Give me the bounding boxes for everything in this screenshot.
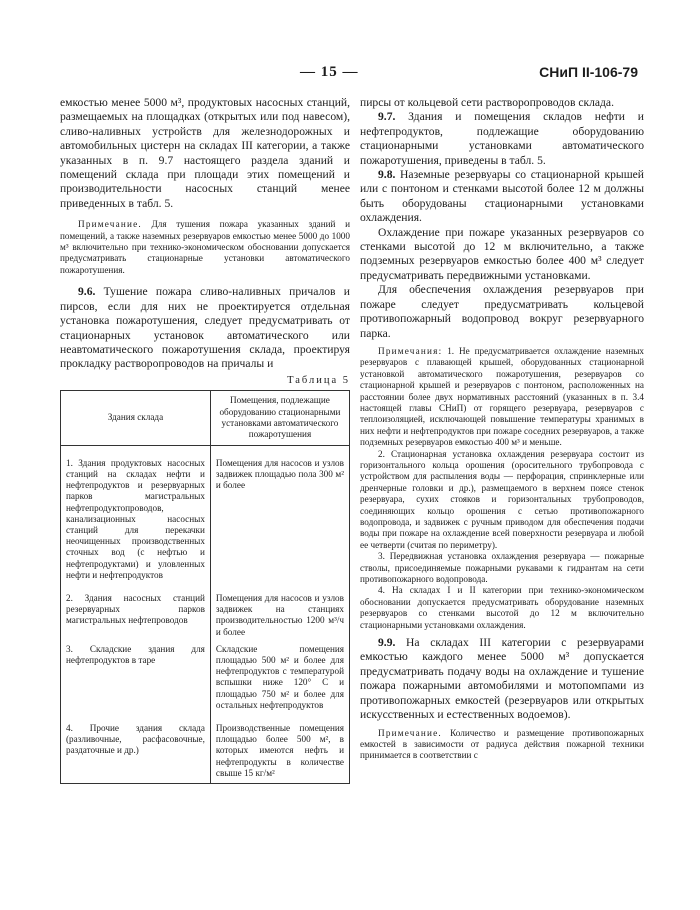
clause-text: На складах III категории с резервуарами емкостью каждого менее 5000 м³ допускается предусматривать подачу воды на охлаждение и тушение пожара пожарными автомобилями и мотопомпами из противопожарных емкостей (резервуаров или открытых искусственных и естественных водоемов). xyxy=(360,636,644,722)
paragraph-water-supply: Для обеспечения охлаждения резервуаров при пожаре следует предусматривать кольцевой противопожарный водопровод вокруг резервуарного парка. xyxy=(360,283,644,340)
page-number: — 15 — xyxy=(300,64,359,80)
clause-number: 9.7. xyxy=(378,110,396,124)
clause-number: 9.9. xyxy=(378,636,396,650)
note-4: 4. На складах I и II категории при технико-экономическом обосновании допускается предусматривать оборудование наземных резервуаров со стенками высотой до 12 м включительно стационарными установками охлаждения. xyxy=(360,585,644,630)
note-text: Для тушения пожара указанных зданий и помещений, а также наземных резервуаров емкостью менее 5000 до 1000 м³ включительно при технико-экономическом обосновании допускается предусматривать стационарные установки автоматического пожаротушения. xyxy=(60,219,350,275)
note-1-text: 1. Не предусматривается охлаждение наземных резервуаров с плавающей крышей, оборудованных стационарной установкой автоматического пожаротушения, резервуаров со стационарной крышей и резервуаров с понтоном, расположенных на расстоянии более двух нормативных расстояний (указанных в п. 3.4 настоящей главы СНиП) от горящего резервуара, резервуаров с теплоизоляцией, исключающей повышение температуры хранимых в них нефти и нефтепродуктов при пожаре соседних резервуаров, а также подземных резервуаров емкостью 400 м³ и меньше. xyxy=(360,345,644,448)
document-code: СНиП II-106-79 xyxy=(539,64,638,80)
paragraph-cooling: Охлаждение при пожаре указанных резервуаров со стенками высотой до 12 м включительно, а также подземных резервуаров емкостью более 400 м³ следует предусматривать передвижными установками. xyxy=(360,225,644,282)
clause-text: Тушение пожара сливо-наливных причалов и пирсов, если для них не проектируется отдельная установка пожаротушения, следует предусматривать от стационарных установок автоматического или неавтоматического пожаротушения склада, проектируя прокладку растворопроводов на причалы и xyxy=(60,285,350,371)
note-2: 2. Стационарная установка охлаждения резервуара состоит из горизонтального кольца орошения (оросительного трубопровода с устройством для распыления воды — перфорация, спринклерные или дренчерные головки и др.), размещаемого в верхнем поясе стенок резервуара, сухих стояков и горизонтальных трубопроводов, соединяющих кольцо орошения с сетью противопожарного водопровода, и задвижек с ручным приводом для обеспечения подачи воды при пожаре на охлаждение всей поверхности резервуара и любой ее четверти (считая по периметру). xyxy=(360,448,644,550)
paragraph-continuation: пирсы от кольцевой сети растворопроводов склада. xyxy=(360,96,614,109)
table-row xyxy=(61,640,350,713)
paragraph-intro: емкостью менее 5000 м³, продуктовых насосных станций, размещаемых на площадках (открытых или под навесом), сливо-наливных устройств для железнодорожных и автомобильных цистерн на складах III категории, а также указанных в п. 9.7 настоящего раздела зданий и помещений склада при площади этих помещений и производительности насосных станций менее приведенных в табл. 5. xyxy=(60,96,350,210)
note-text: Количество и размещение противопожарных емкостей в зависимости от радиуса действия пожарной техники принимается в соответствии с xyxy=(360,727,644,761)
note-left xyxy=(60,219,350,276)
table-cell: 4. Прочие здания склада (разливочные, расфасовочные, раздаточные и др.) xyxy=(61,713,211,784)
table-row xyxy=(61,713,350,784)
note-final xyxy=(360,728,644,762)
table-header-rooms: Помещения, подлежащие оборудованию стационарными установками автоматического пожаротушения xyxy=(210,390,349,445)
note-1 xyxy=(360,346,644,449)
table-cell: Складские помещения площадью 500 м² и более для нефтепродуктов с температурой вспышки ниже 120° С и площадью 750 м² и более для остальных нефтепродуктов xyxy=(210,640,349,713)
note-label: Примечание. xyxy=(378,727,442,738)
table-cell: 2. Здания насосных станций резервуарных парков магистральных нефтепроводов xyxy=(61,583,211,640)
paragraph-9-8 xyxy=(360,168,644,226)
table-5 xyxy=(60,390,350,784)
paragraph-9-9 xyxy=(360,636,644,722)
clause-number: 9.8. xyxy=(378,168,396,182)
table-row xyxy=(61,445,350,583)
table-cell: Производственные помещения площадью более 500 м², в которых имеются нефть и нефтепродукты в количестве свыше 15 кг/м² xyxy=(210,713,349,784)
clause-text: Здания и помещения складов нефти и нефтепродуктов, подлежащие оборудованию стационарными установками автоматического пожаротушения, приведены в табл. 5. xyxy=(360,110,644,167)
left-column xyxy=(60,96,350,784)
note-label: Примечание. xyxy=(78,219,142,230)
paragraph-9-6 xyxy=(60,285,350,371)
table-row xyxy=(61,583,350,640)
table-cell: 3. Складские здания для нефтепродуктов в таре xyxy=(61,640,211,713)
clause-text: Наземные резервуары со стационарной крышей или с понтоном и стенками высотой более 12 м должны быть оборудованы стационарными установками охлаждения. xyxy=(360,168,644,225)
note-3: 3. Передвижная установка охлаждения резервуара — пожарные стволы, присоединяемые пожарными рукавами к гидрантам на сети противопожарного водопровода. xyxy=(360,551,644,585)
table-caption: Таблица 5 xyxy=(287,374,350,386)
table-header-buildings: Здания склада xyxy=(61,390,211,445)
paragraph-9-7 xyxy=(360,110,644,168)
table-cell: Помещения для насосов и узлов задвижек площадью пола 300 м² и более xyxy=(210,445,349,583)
right-column xyxy=(360,96,644,762)
table-cell: 1. Здания продуктовых насосных станций на складах нефти и нефтепродуктов и резервуарных парков магистральных нефтепродуктопроводов, канализационных насосных станций для перекачки неочищенных производственных сточных вод (с нефтью и нефтепродуктами) и уловленных нефти и нефтепродуктов xyxy=(61,445,211,583)
notes-label: Примечания: xyxy=(378,345,443,356)
clause-number: 9.6. xyxy=(78,285,96,299)
table-cell: Помещения для насосов и узлов задвижек на станциях производительностью 1200 м³/ч и более xyxy=(210,583,349,640)
